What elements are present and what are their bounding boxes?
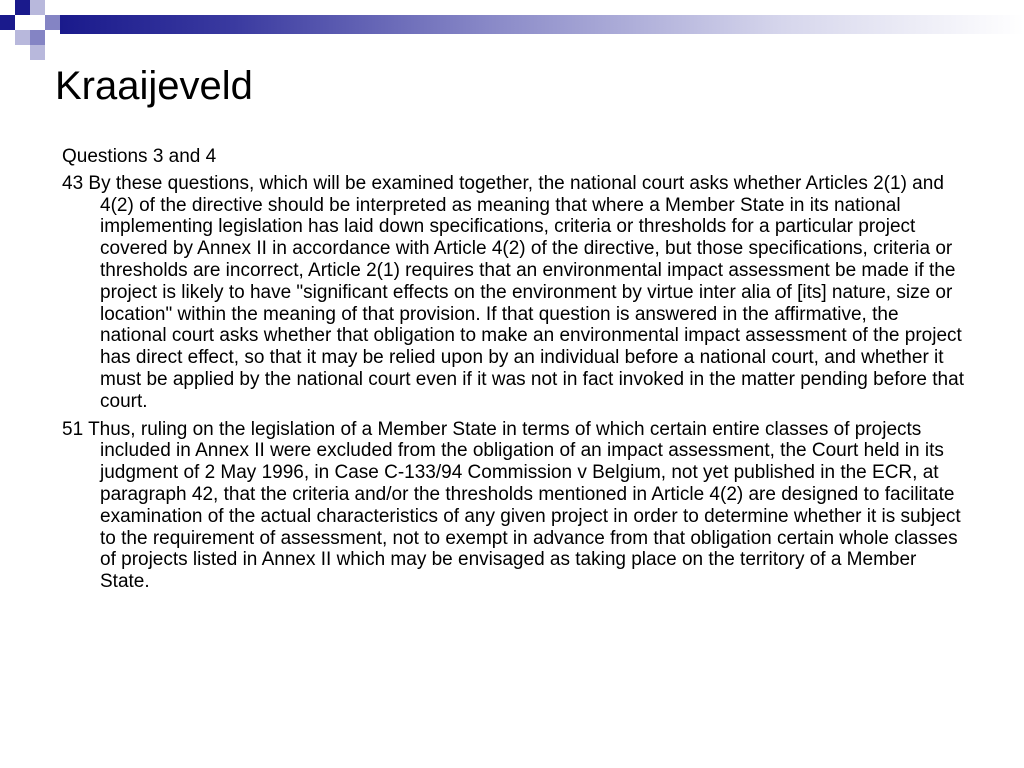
decor-square bbox=[0, 0, 15, 15]
decor-square bbox=[15, 0, 30, 15]
decor-square bbox=[0, 15, 15, 30]
decor-square bbox=[45, 15, 60, 30]
body-paragraph: 51 Thus, ruling on the legislation of a Member State in terms of which certain entire classes of projects included in Annex II were excluded from the obligation of an impact assessment, the Court held in its judgment of 2 May 1996, in Case C-133/94 Commission v Belgium, not yet published in the ECR, at paragraph 42, that the criteria and/or the thresholds mentioned in Article 4(2) are designed to facilitate examination of the actual characteristics of any given project in order to determine whether it is subject to the requirement of assessment, not to exempt in advance from that obligation certain whole classes of projects listed in Annex II which may be envisaged as taking place on the territory of a Member State. bbox=[62, 418, 961, 593]
decor-square bbox=[30, 0, 45, 15]
slide-body bbox=[62, 146, 967, 599]
decor-square bbox=[45, 30, 60, 45]
decor-square bbox=[30, 30, 45, 45]
decor-square bbox=[30, 45, 45, 60]
body-paragraph: Questions 3 and 4 bbox=[62, 146, 217, 167]
body-paragraph: 43 By these questions, which will be examined together, the national court asks whether Articles 2(1) and 4(2) of the directive should be interpreted as meaning that where a Member State in its national implementing legislation has laid down specifications, criteria or thresholds for a particular project covered by Annex II in accordance with Article 4(2) of the directive, but those specifications, criteria or thresholds are incorrect, Article 2(1) requires that an environmental impact assessment be made if the project is likely to have "significant effects on the environment by virtue inter alia of [its] nature, size or location" within the meaning of that provision. If that question is answered in the affirmative, the national court asks whether that obligation to make an environmental impact assessment of the project has direct effect, so that it may be relied upon by an individual before a national court, and whether it must be applied by the national court even if it was not in fact invoked in the matter pending before that court. bbox=[62, 172, 964, 412]
header-gradient-bar bbox=[60, 15, 1024, 34]
decor-square bbox=[15, 15, 30, 30]
slide-title: Kraaijeveld bbox=[55, 64, 253, 108]
decor-square bbox=[15, 30, 30, 45]
